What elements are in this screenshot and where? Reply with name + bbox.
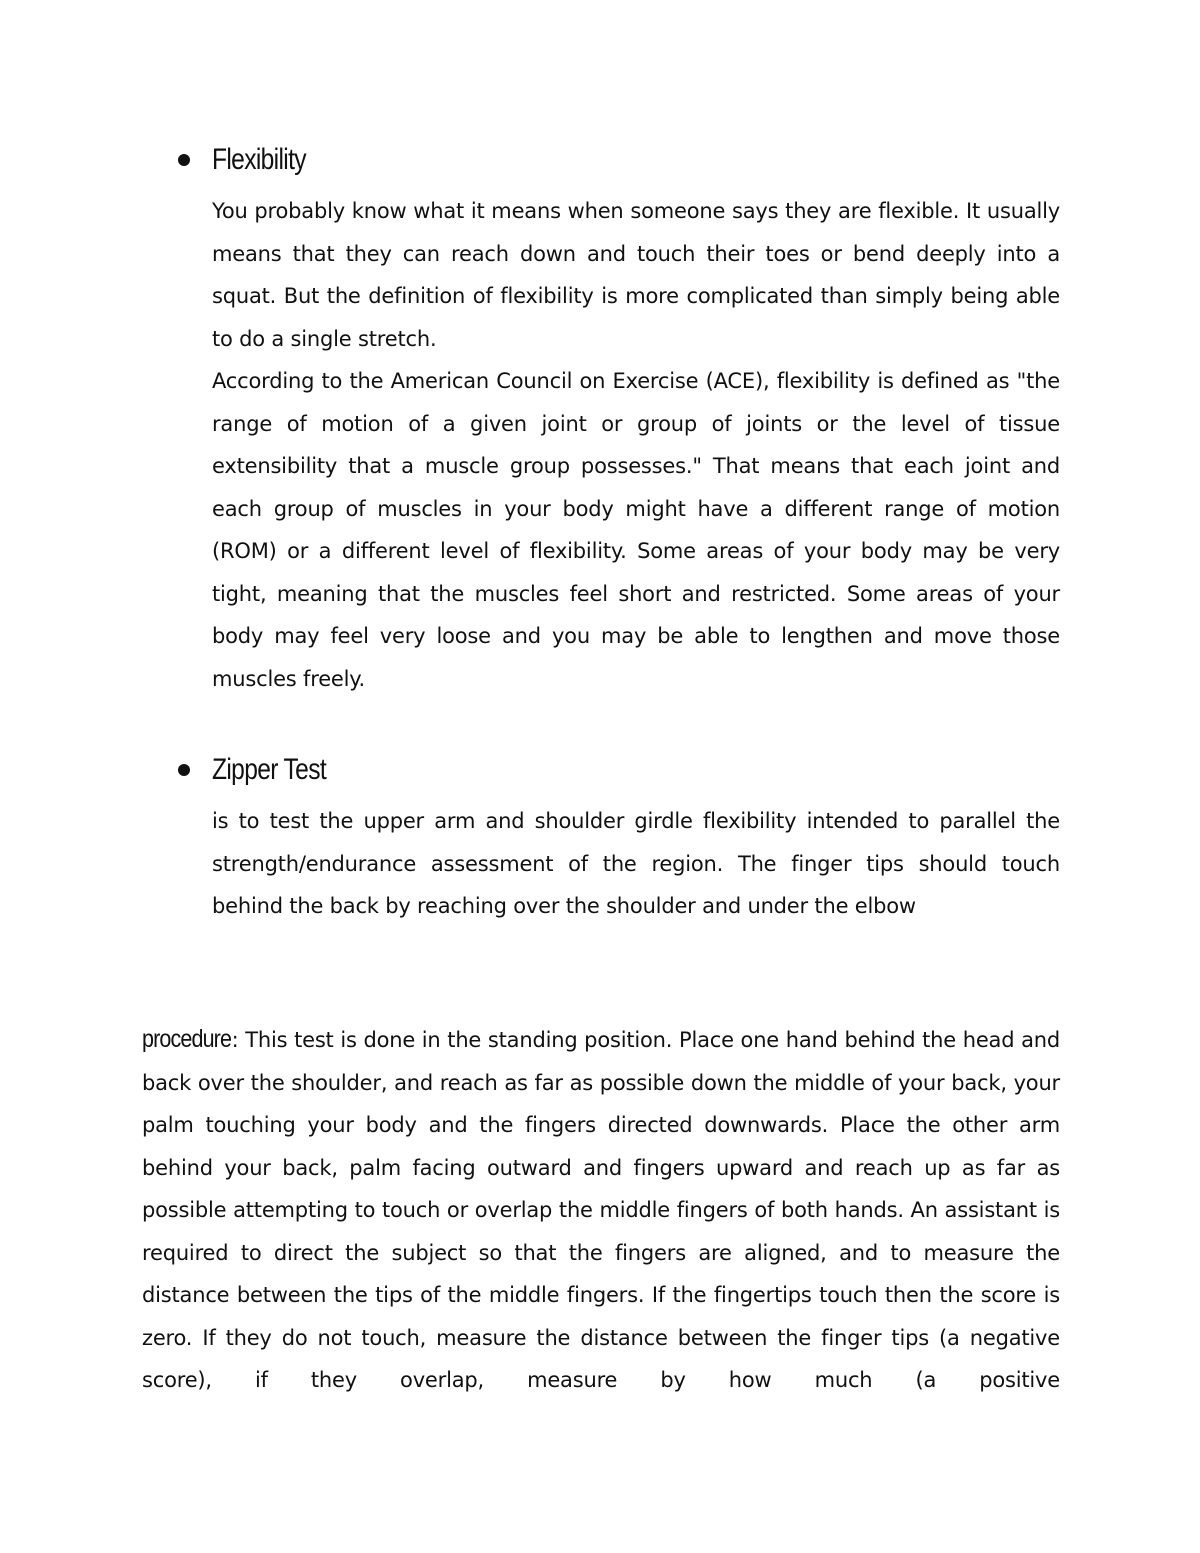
procedure-label: procedure (142, 1025, 232, 1053)
paragraph: is to test the upper arm and shoulder girdle flexibility intended to parallel the strength/endurance assessment of the region. The finger tips should touch behind the back by reaching over the shoulder and under the elbow (212, 809, 1060, 918)
bullet-heading-row (0, 750, 1200, 794)
procedure-paragraph (142, 1018, 1060, 1402)
section-heading: Zipper Test (212, 753, 327, 786)
bullet-dot-icon (178, 764, 190, 776)
paragraph: You probably know what it means when someone says they are flexible. It usually means that they can reach down and touch their toes or bend deeply into a squat. But the definition of flexibility is more complicated than simply being able to do a single stretch. (212, 199, 1060, 351)
bullet-dot-icon (178, 154, 190, 166)
bullet-heading-row (0, 140, 1200, 184)
section-heading: Flexibility (212, 143, 306, 176)
procedure-separator: : (231, 1028, 239, 1052)
paragraph: According to the American Council on Exercise (ACE), flexibility is defined as "the range of motion of a given joint or group of joints or the level of tissue extensibility that a muscle group possesses." That means that each joint and each group of muscles in your body might have a different range of motion (ROM) or a different level of flexibility. Some areas of your body may be very tight, meaning that the muscles feel short and restricted. Some areas of your body may feel very loose and you may be able to lengthen and move those muscles freely. (212, 369, 1060, 691)
procedure-text: This test is done in the standing position. Place one hand behind the head and back over the shoulder, and reach as far as possible down the middle of your back, your palm touching your body and the fingers directed downwards. Place the other arm behind your back, palm facing outward and fingers upward and reach up as far as possible attempting to touch or overlap the middle fingers of both hands. An assistant is required to direct the subject so that the fingers are aligned, and to measure the distance between the tips of the middle fingers. If the fingertips touch then the score is zero. If they do not touch, measure the distance between the finger tips (a negative score), if they overlap, measure by how much (a positive (142, 1028, 1060, 1392)
